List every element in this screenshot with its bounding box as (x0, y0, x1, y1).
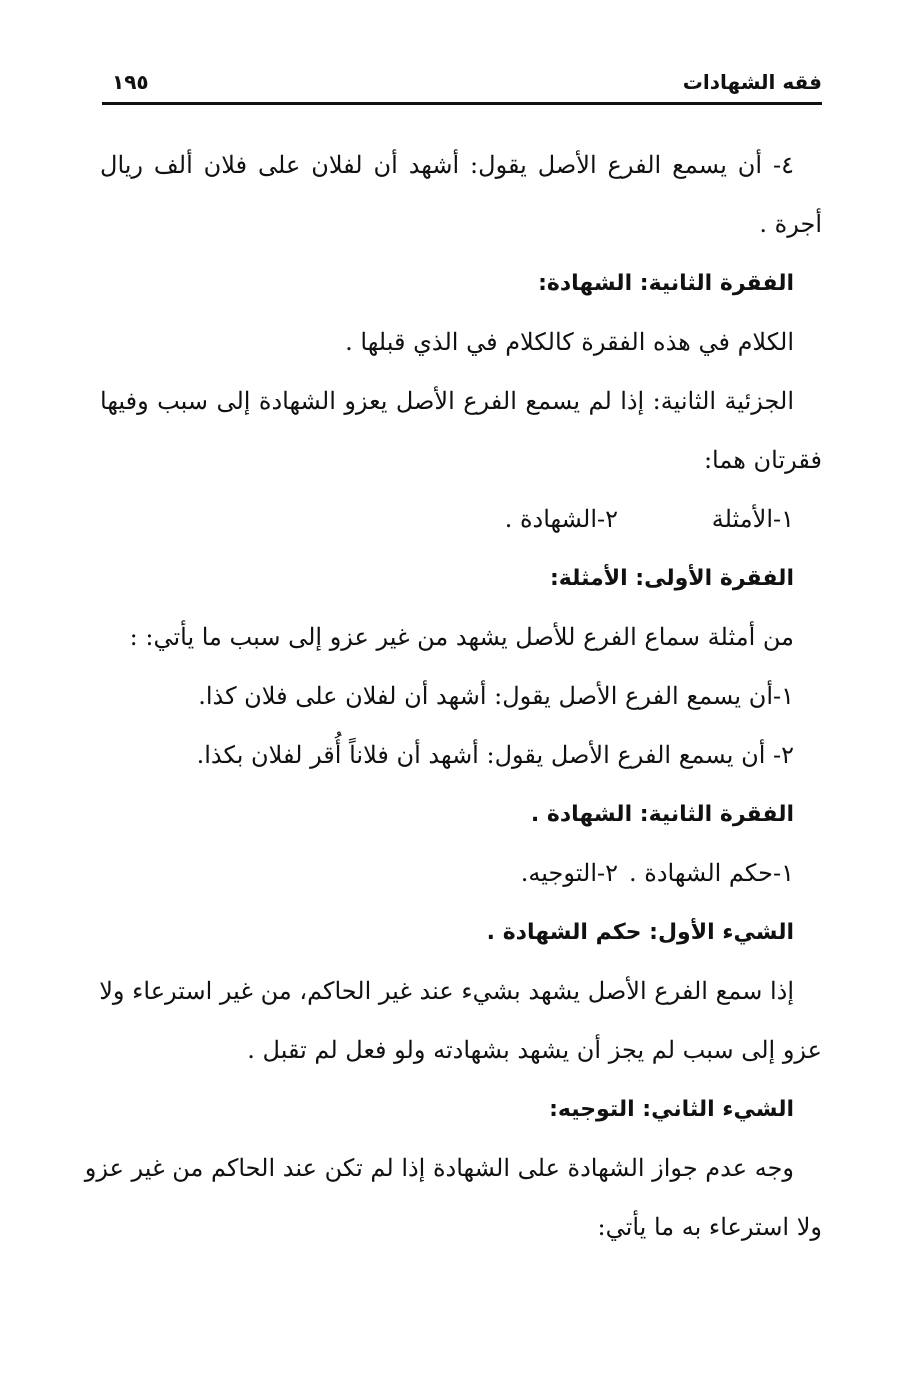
body-line: أجرة . (759, 210, 822, 238)
body-line: ٤- أن يسمع الفرع الأصل يقول: أشهد أن لفلان على فلان ألف ريال (100, 151, 794, 179)
section-heading: الفقرة الثانية: الشهادة . (530, 802, 794, 827)
section-heading: الفقرة الأولى: الأمثلة: (549, 566, 794, 591)
enumeration-item: ١-الأمثلة (711, 505, 794, 533)
section-heading: الشيء الأول: حكم الشهادة . (486, 920, 794, 945)
section-heading: الشيء الثاني: التوجيه: (549, 1097, 794, 1122)
body-line: إذا سمع الفرع الأصل يشهد بشيء عند غير الحاكم، من غير استرعاء ولا (99, 977, 794, 1005)
body-line: من أمثلة سماع الفرع للأصل يشهد من غير عزو إلى سبب ما يأتي: : (129, 623, 794, 651)
body-line: فقرتان هما: (703, 446, 822, 474)
body-line: ١-أن يسمع الفرع الأصل يقول: أشهد أن لفلان على فلان كذا. (198, 682, 794, 710)
enumeration-item: ٢-التوجيه. (520, 859, 618, 887)
page-body (84, 136, 822, 1257)
enumeration-row (100, 490, 822, 549)
section-heading: الفقرة الثانية: الشهادة: (538, 271, 794, 296)
enumeration-item: ١-حكم الشهادة . (629, 859, 794, 887)
body-line: ولا استرعاء به ما يأتي: (597, 1213, 822, 1241)
page-number: ١٩٥ (112, 70, 149, 94)
running-title: فقه الشهادات (682, 70, 822, 94)
enumeration-row (100, 844, 822, 903)
body-line: عزو إلى سبب لم يجز أن يشهد بشهادته ولو فعل لم تقبل . (247, 1036, 822, 1064)
body-line: ٢- أن يسمع الفرع الأصل يقول: أشهد أن فلاناً أُقر لفلان بكذا. (196, 741, 794, 769)
header-rule (102, 102, 822, 105)
body-line: الجزئية الثانية: إذا لم يسمع الفرع الأصل يعزو الشهادة إلى سبب وفيها (100, 387, 794, 415)
body-line: الكلام في هذه الفقرة كالكلام في الذي قبلها . (345, 328, 794, 356)
page-header (100, 66, 822, 104)
enumeration-item: ٢-الشهادة . (504, 505, 618, 533)
body-line: وجه عدم جواز الشهادة على الشهادة إذا لم تكن عند الحاكم من غير عزو (84, 1154, 794, 1182)
